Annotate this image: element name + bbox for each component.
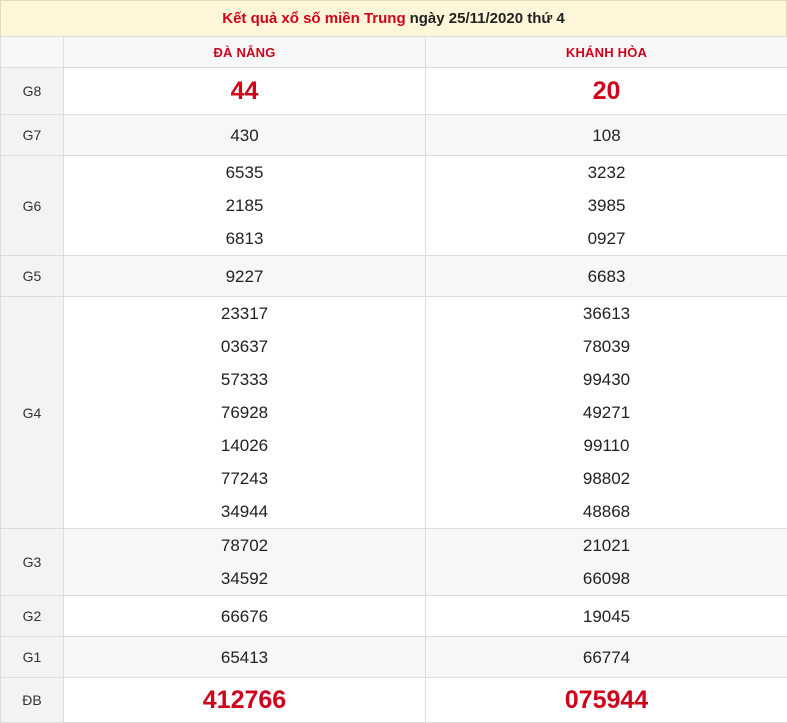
prize-value-g6-danang: 6535 2185 6813 [64, 156, 426, 256]
table-row [1, 596, 787, 637]
prize-label-g2: G2 [1, 596, 64, 637]
prize-label-g7: G7 [1, 115, 64, 156]
prize-value-g6-khanhhoa: 3232 3985 0927 [426, 156, 787, 256]
page-title-region: Kết quả xổ số miền Trung [222, 10, 405, 27]
prize-label-g6: G6 [1, 156, 64, 256]
table-row [1, 68, 787, 115]
table-row [1, 256, 787, 297]
page-title-date: ngày 25/11/2020 thứ 4 [410, 10, 565, 27]
prize-value-g4-danang: 23317 03637 57333 76928 14026 77243 34944 [64, 297, 426, 529]
prize-label-g4: G4 [1, 297, 64, 529]
table-row [1, 678, 787, 723]
table-row [1, 637, 787, 678]
prize-value-g3-khanhhoa: 21021 66098 [426, 529, 787, 596]
prize-label-g1: G1 [1, 637, 64, 678]
header-cell-blank [1, 37, 64, 68]
table-row [1, 156, 787, 256]
prize-value-g7-khanhhoa: 108 [426, 115, 787, 156]
table-row [1, 297, 787, 529]
prize-label-g8: G8 [1, 68, 64, 115]
header-cell-khanhhoa: KHÁNH HÒA [426, 37, 787, 68]
prize-label-db: ĐB [1, 678, 64, 723]
prize-label-g3: G3 [1, 529, 64, 596]
prize-value-g1-danang: 65413 [64, 637, 426, 678]
prize-value-g3-danang: 78702 34592 [64, 529, 426, 596]
prize-value-g5-danang: 9227 [64, 256, 426, 297]
table-row [1, 529, 787, 596]
table-header-row [1, 37, 787, 68]
prize-value-g4-khanhhoa: 36613 78039 99430 49271 99110 98802 48868 [426, 297, 787, 529]
prize-value-g7-danang: 430 [64, 115, 426, 156]
prize-value-db-khanhhoa: 075944 [426, 678, 787, 723]
prize-value-g5-khanhhoa: 6683 [426, 256, 787, 297]
prize-value-g8-danang: 44 [64, 68, 426, 115]
prize-value-g2-khanhhoa: 19045 [426, 596, 787, 637]
prize-value-db-danang: 412766 [64, 678, 426, 723]
header-cell-danang: ĐÀ NẴNG [64, 37, 426, 68]
prize-value-g8-khanhhoa: 20 [426, 68, 787, 115]
table-row [1, 115, 787, 156]
prize-value-g2-danang: 66676 [64, 596, 426, 637]
results-table [0, 36, 787, 723]
page-title-bar [0, 0, 787, 36]
prize-value-g1-khanhhoa: 66774 [426, 637, 787, 678]
prize-label-g5: G5 [1, 256, 64, 297]
